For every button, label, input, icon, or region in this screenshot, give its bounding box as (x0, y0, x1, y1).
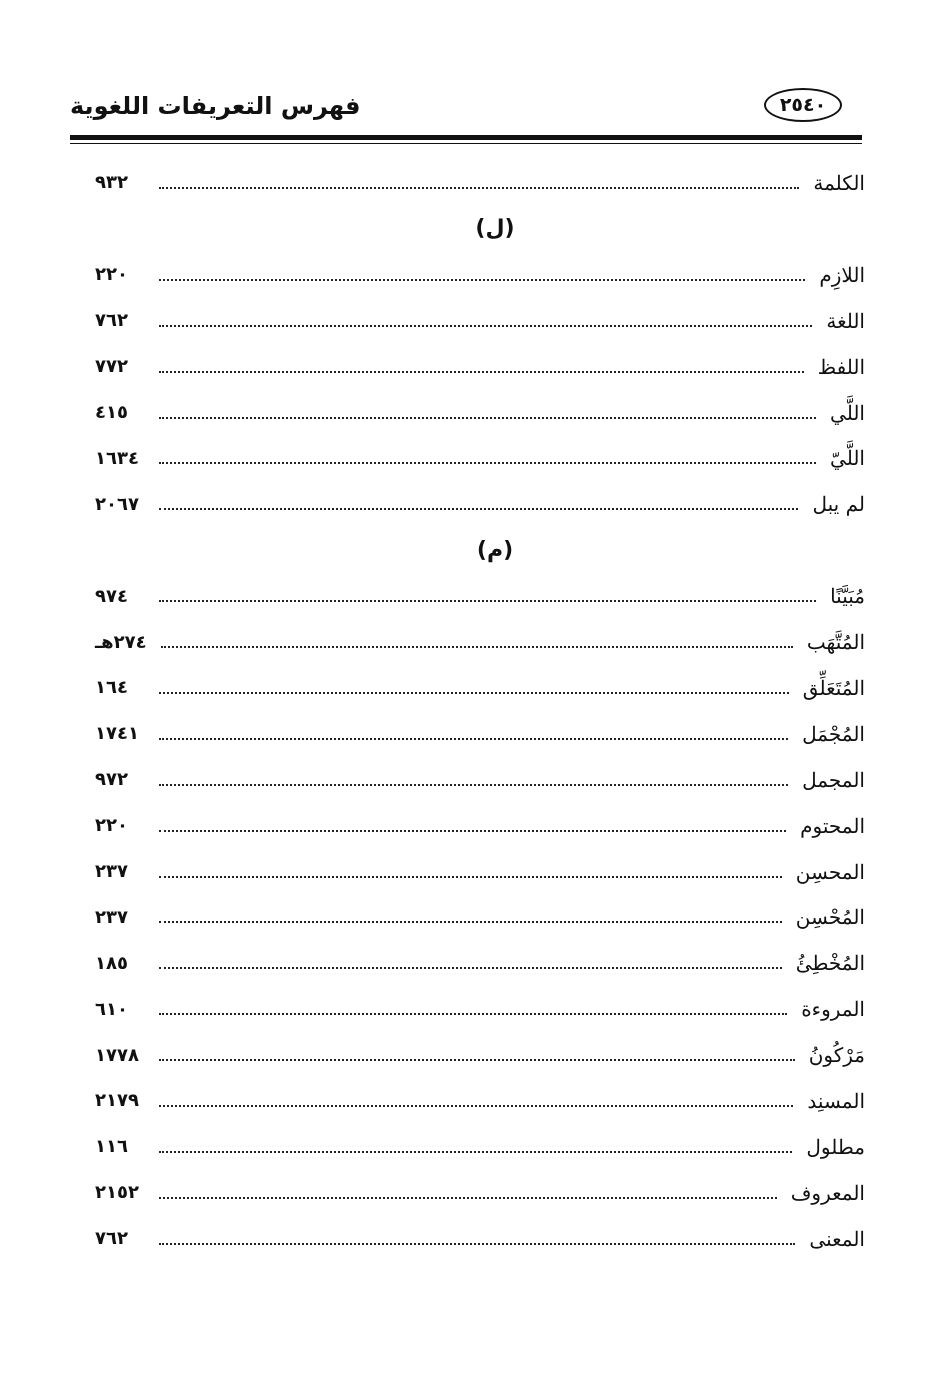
entry-page-number: ١٨٥ (95, 952, 128, 974)
entry-page-number: ٢١٥٢ (95, 1182, 139, 1204)
entry-term: المُجْمَل (802, 721, 865, 746)
entry-page-number: ٢٣٧ (95, 861, 128, 883)
dot-leader (159, 1105, 793, 1107)
dot-leader (159, 1243, 795, 1245)
entry-page-number: ١٦٤ (95, 677, 128, 699)
page-header (70, 86, 862, 132)
dot-leader (159, 187, 799, 189)
entry-page-number: ٢١٧٩ (95, 1090, 139, 1112)
header-rule-thin (70, 143, 862, 144)
entry-page-number: ١١٦ (95, 1136, 128, 1158)
dot-leader (159, 279, 805, 281)
entry-page-number: ٢٣٧ (95, 906, 128, 928)
entry-term: المُتَّهَب (806, 630, 865, 655)
entry-page-number: ٧٦٢ (95, 1228, 128, 1250)
index-entry (95, 1216, 865, 1262)
entry-page-number: ٢٧٤هـ (95, 631, 147, 653)
section-heading (95, 206, 865, 252)
index-entry (95, 1032, 865, 1078)
entry-page-number: ٢٢٠ (95, 264, 128, 286)
entry-page-number: ٧٦٢ (95, 310, 128, 332)
entry-page-number: ٢٠٦٧ (95, 493, 139, 515)
index-entry (95, 986, 865, 1032)
entry-term: مُبَيَّنًا (830, 584, 865, 609)
entry-term: اللفظ (817, 354, 865, 379)
entry-term: لم يبل (812, 492, 865, 517)
entry-page-number: ٩٧٢ (95, 769, 128, 791)
index-entry (95, 481, 865, 527)
dot-leader (159, 1013, 787, 1015)
index-entry (95, 160, 865, 206)
dot-leader (159, 921, 782, 923)
entry-term: اللازِم (819, 262, 865, 287)
dot-leader (159, 692, 789, 694)
page-number-badge: ٢٥٤٠ (764, 88, 842, 122)
entry-page-number: ٩٣٢ (95, 172, 128, 194)
entry-term: المحتوم (800, 813, 865, 838)
dot-leader (159, 417, 816, 419)
dot-leader (159, 738, 788, 740)
entry-term: الكلمة (813, 170, 865, 195)
entry-term: مطلول (806, 1134, 865, 1159)
section-heading (95, 527, 865, 573)
index-entries (95, 160, 865, 1262)
index-entry (95, 573, 865, 619)
index-entry (95, 252, 865, 298)
entry-page-number: ٩٧٤ (95, 585, 128, 607)
dot-leader (159, 325, 812, 327)
index-entry (95, 849, 865, 895)
entry-page-number: ١٧٧٨ (95, 1044, 139, 1066)
entry-page-number: ١٧٤١ (95, 723, 139, 745)
entry-term: المُتَعَلِّق (802, 675, 865, 700)
entry-term: المُخْطِئُ (795, 951, 865, 976)
dot-leader (159, 1151, 792, 1153)
dot-leader (159, 508, 798, 510)
entry-term: اللَّيّ (830, 446, 865, 471)
index-entry (95, 1170, 865, 1216)
index-entry (95, 894, 865, 940)
entry-page-number: ٧٧٢ (95, 356, 128, 378)
dot-leader (159, 1197, 777, 1199)
index-entry (95, 940, 865, 986)
dot-leader (159, 830, 786, 832)
index-entry (95, 344, 865, 390)
entry-page-number: ١٦٣٤ (95, 447, 139, 469)
entry-term: المروءة (801, 997, 865, 1022)
entry-term: المعنى (809, 1226, 865, 1251)
dot-leader (159, 1059, 795, 1061)
dot-leader (161, 646, 793, 648)
section-letter: (ل) (475, 216, 515, 242)
index-entry (95, 298, 865, 344)
dot-leader (159, 967, 782, 969)
entry-page-number: ٢٢٠ (95, 815, 128, 837)
entry-term: المجمل (802, 767, 865, 792)
index-entry (95, 1078, 865, 1124)
entry-term: المعروف (790, 1180, 865, 1205)
index-entry (95, 757, 865, 803)
index-entry (95, 1124, 865, 1170)
entry-term: اللَّي (830, 400, 865, 425)
index-entry (95, 803, 865, 849)
index-entry (95, 390, 865, 436)
index-entry (95, 711, 865, 757)
section-letter: (م) (476, 537, 514, 563)
index-entry (95, 435, 865, 481)
index-entry (95, 619, 865, 665)
dot-leader (159, 371, 804, 373)
entry-term: المسنِد (807, 1088, 865, 1113)
entry-term: المحسِن (795, 859, 865, 884)
entry-term: اللغة (826, 308, 865, 333)
dot-leader (159, 784, 788, 786)
entry-page-number: ٤١٥ (95, 402, 128, 423)
dot-leader (159, 600, 816, 602)
header-rule-thick (70, 135, 862, 140)
running-title: فهرس التعريفات اللغوية (70, 92, 361, 120)
dot-leader (159, 462, 816, 464)
entry-term: مَرْكُونُ (808, 1043, 865, 1068)
entry-term: المُحْسِن (795, 905, 865, 930)
index-entry (95, 665, 865, 711)
entry-page-number: ٦١٠ (95, 998, 128, 1020)
dot-leader (159, 876, 782, 878)
